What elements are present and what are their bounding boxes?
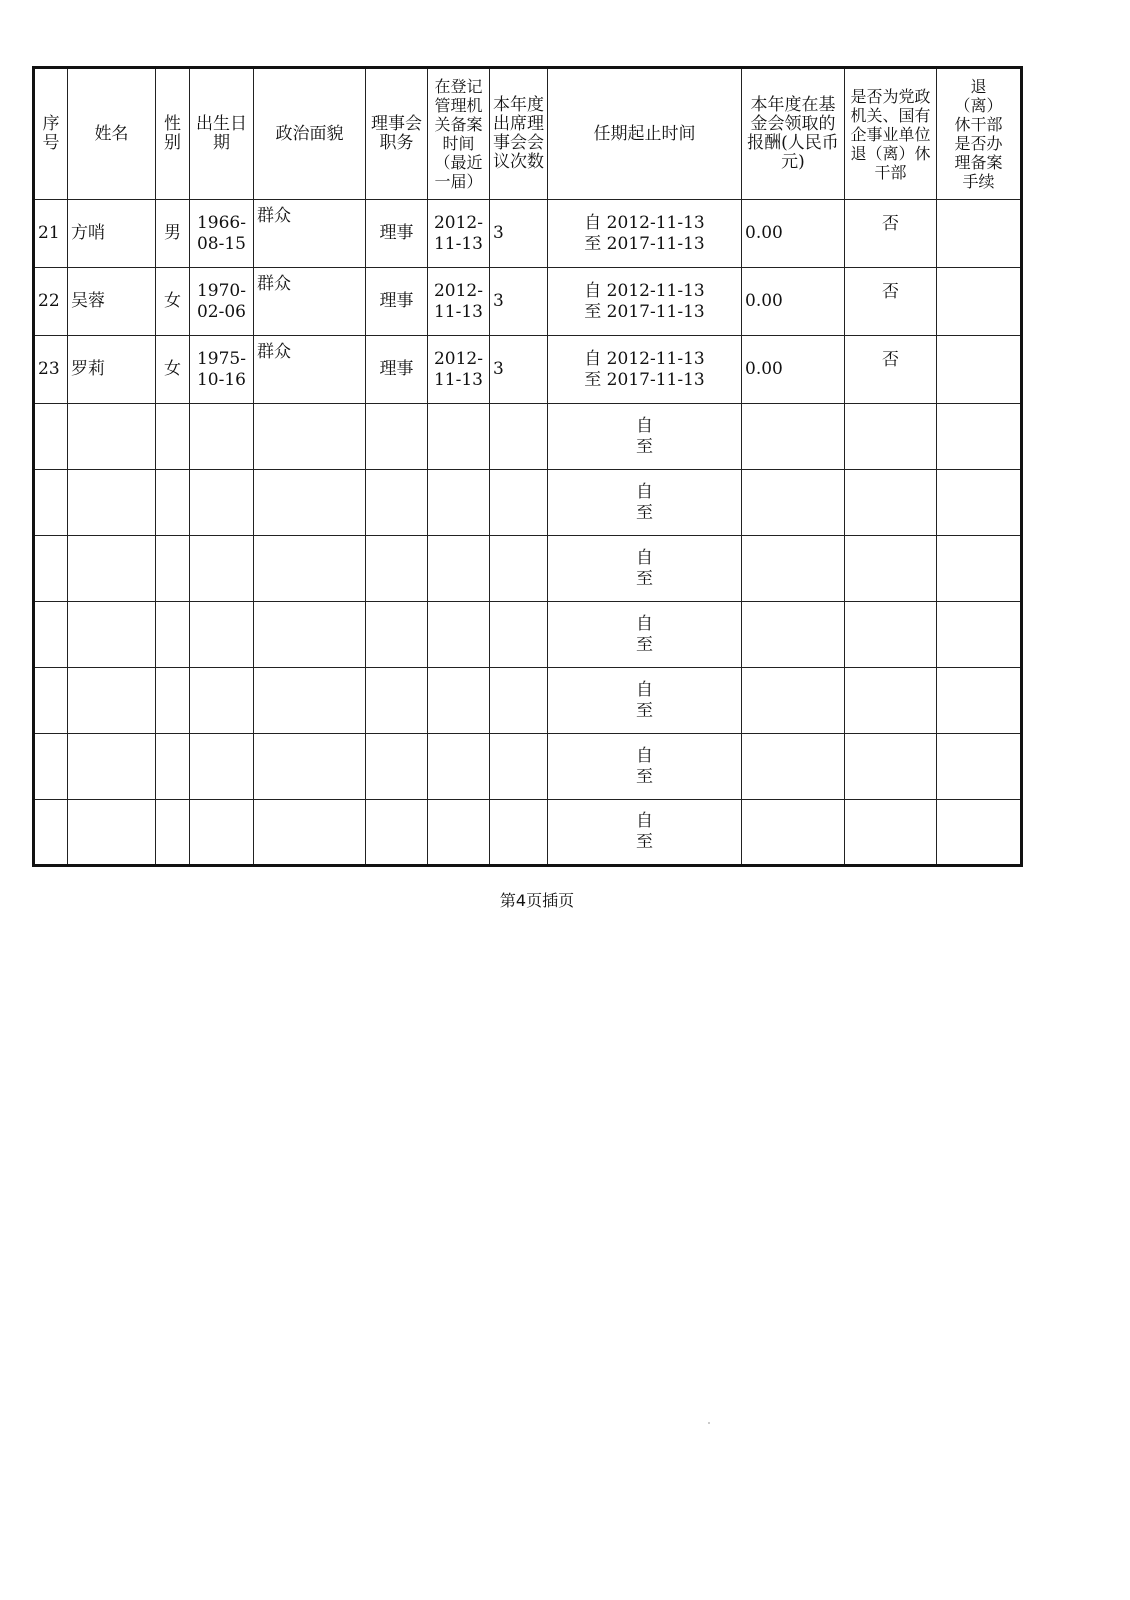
header-record: 退（离）休干部是否办理备案手续 — [937, 68, 1022, 200]
cell-name: 罗莉 — [68, 336, 156, 404]
header-name: 姓名 — [68, 68, 156, 200]
cell-gender: 女 — [156, 268, 190, 336]
cell-attendance: 3 — [490, 200, 548, 268]
cell-cadre: 否 — [845, 268, 937, 336]
blank-row — [34, 470, 1022, 536]
cell-attendance: 3 — [490, 268, 548, 336]
cell-filing: 2012- 11-13 — [428, 200, 490, 268]
council-member-table-sheet — [32, 66, 1020, 867]
cell-term: 自 2012-11-13 至 2017-11-13 — [548, 200, 742, 268]
cell-record — [937, 268, 1022, 336]
blank-term-cell: 自 至 — [548, 668, 742, 734]
header-birth: 出生日期 — [190, 68, 254, 200]
cell-pay: 0.00 — [742, 336, 845, 404]
header-gender: 性别 — [156, 68, 190, 200]
blank-row — [34, 602, 1022, 668]
cell-cadre: 否 — [845, 200, 937, 268]
cell-name: 方哨 — [68, 200, 156, 268]
blank-term-cell: 自 至 — [548, 404, 742, 470]
header-political: 政治面貌 — [254, 68, 366, 200]
cell-position: 理事 — [366, 268, 428, 336]
blank-row — [34, 404, 1022, 470]
table-row — [34, 200, 1022, 268]
cell-seq: 22 — [34, 268, 68, 336]
cell-name: 吴蓉 — [68, 268, 156, 336]
table-row — [34, 336, 1022, 404]
cell-position: 理事 — [366, 336, 428, 404]
cell-filing: 2012- 11-13 — [428, 268, 490, 336]
cell-political: 群众 — [254, 336, 366, 404]
cell-pay: 0.00 — [742, 200, 845, 268]
cell-pay: 0.00 — [742, 268, 845, 336]
cell-birth: 1966- 08-15 — [190, 200, 254, 268]
cell-position: 理事 — [366, 200, 428, 268]
cell-record — [937, 200, 1022, 268]
cell-political: 群众 — [254, 200, 366, 268]
cell-term: 自 2012-11-13 至 2017-11-13 — [548, 336, 742, 404]
header-pay: 本年度在基金会领取的报酬(人民币元) — [742, 68, 845, 200]
blank-term-cell: 自 至 — [548, 602, 742, 668]
cell-gender: 男 — [156, 200, 190, 268]
header-filing: 在登记管理机关备案时间（最近一届） — [428, 68, 490, 200]
cell-political: 群众 — [254, 268, 366, 336]
table-row — [34, 268, 1022, 336]
scan-speck — [708, 1422, 710, 1424]
cell-term: 自 2012-11-13 至 2017-11-13 — [548, 268, 742, 336]
blank-row — [34, 734, 1022, 800]
blank-row — [34, 536, 1022, 602]
header-cadre: 是否为党政机关、国有企事业单位退（离）休干部 — [845, 68, 937, 200]
header-seq: 序号 — [34, 68, 68, 200]
cell-birth: 1970- 02-06 — [190, 268, 254, 336]
cell-cadre: 否 — [845, 336, 937, 404]
council-member-table — [32, 66, 1023, 867]
blank-term-cell: 自 至 — [548, 734, 742, 800]
cell-attendance: 3 — [490, 336, 548, 404]
cell-gender: 女 — [156, 336, 190, 404]
cell-seq: 21 — [34, 200, 68, 268]
header-term: 任期起止时间 — [548, 68, 742, 200]
header-row — [34, 68, 1022, 200]
cell-birth: 1975- 10-16 — [190, 336, 254, 404]
header-attendance: 本年度出席理事会会议次数 — [490, 68, 548, 200]
blank-row — [34, 800, 1022, 866]
header-position: 理事会职务 — [366, 68, 428, 200]
cell-seq: 23 — [34, 336, 68, 404]
blank-term-cell: 自 至 — [548, 536, 742, 602]
cell-filing: 2012- 11-13 — [428, 336, 490, 404]
blank-row — [34, 668, 1022, 734]
blank-term-cell: 自 至 — [548, 800, 742, 866]
blank-term-cell: 自 至 — [548, 470, 742, 536]
page-caption: 第4页插页 — [499, 891, 575, 910]
cell-record — [937, 336, 1022, 404]
